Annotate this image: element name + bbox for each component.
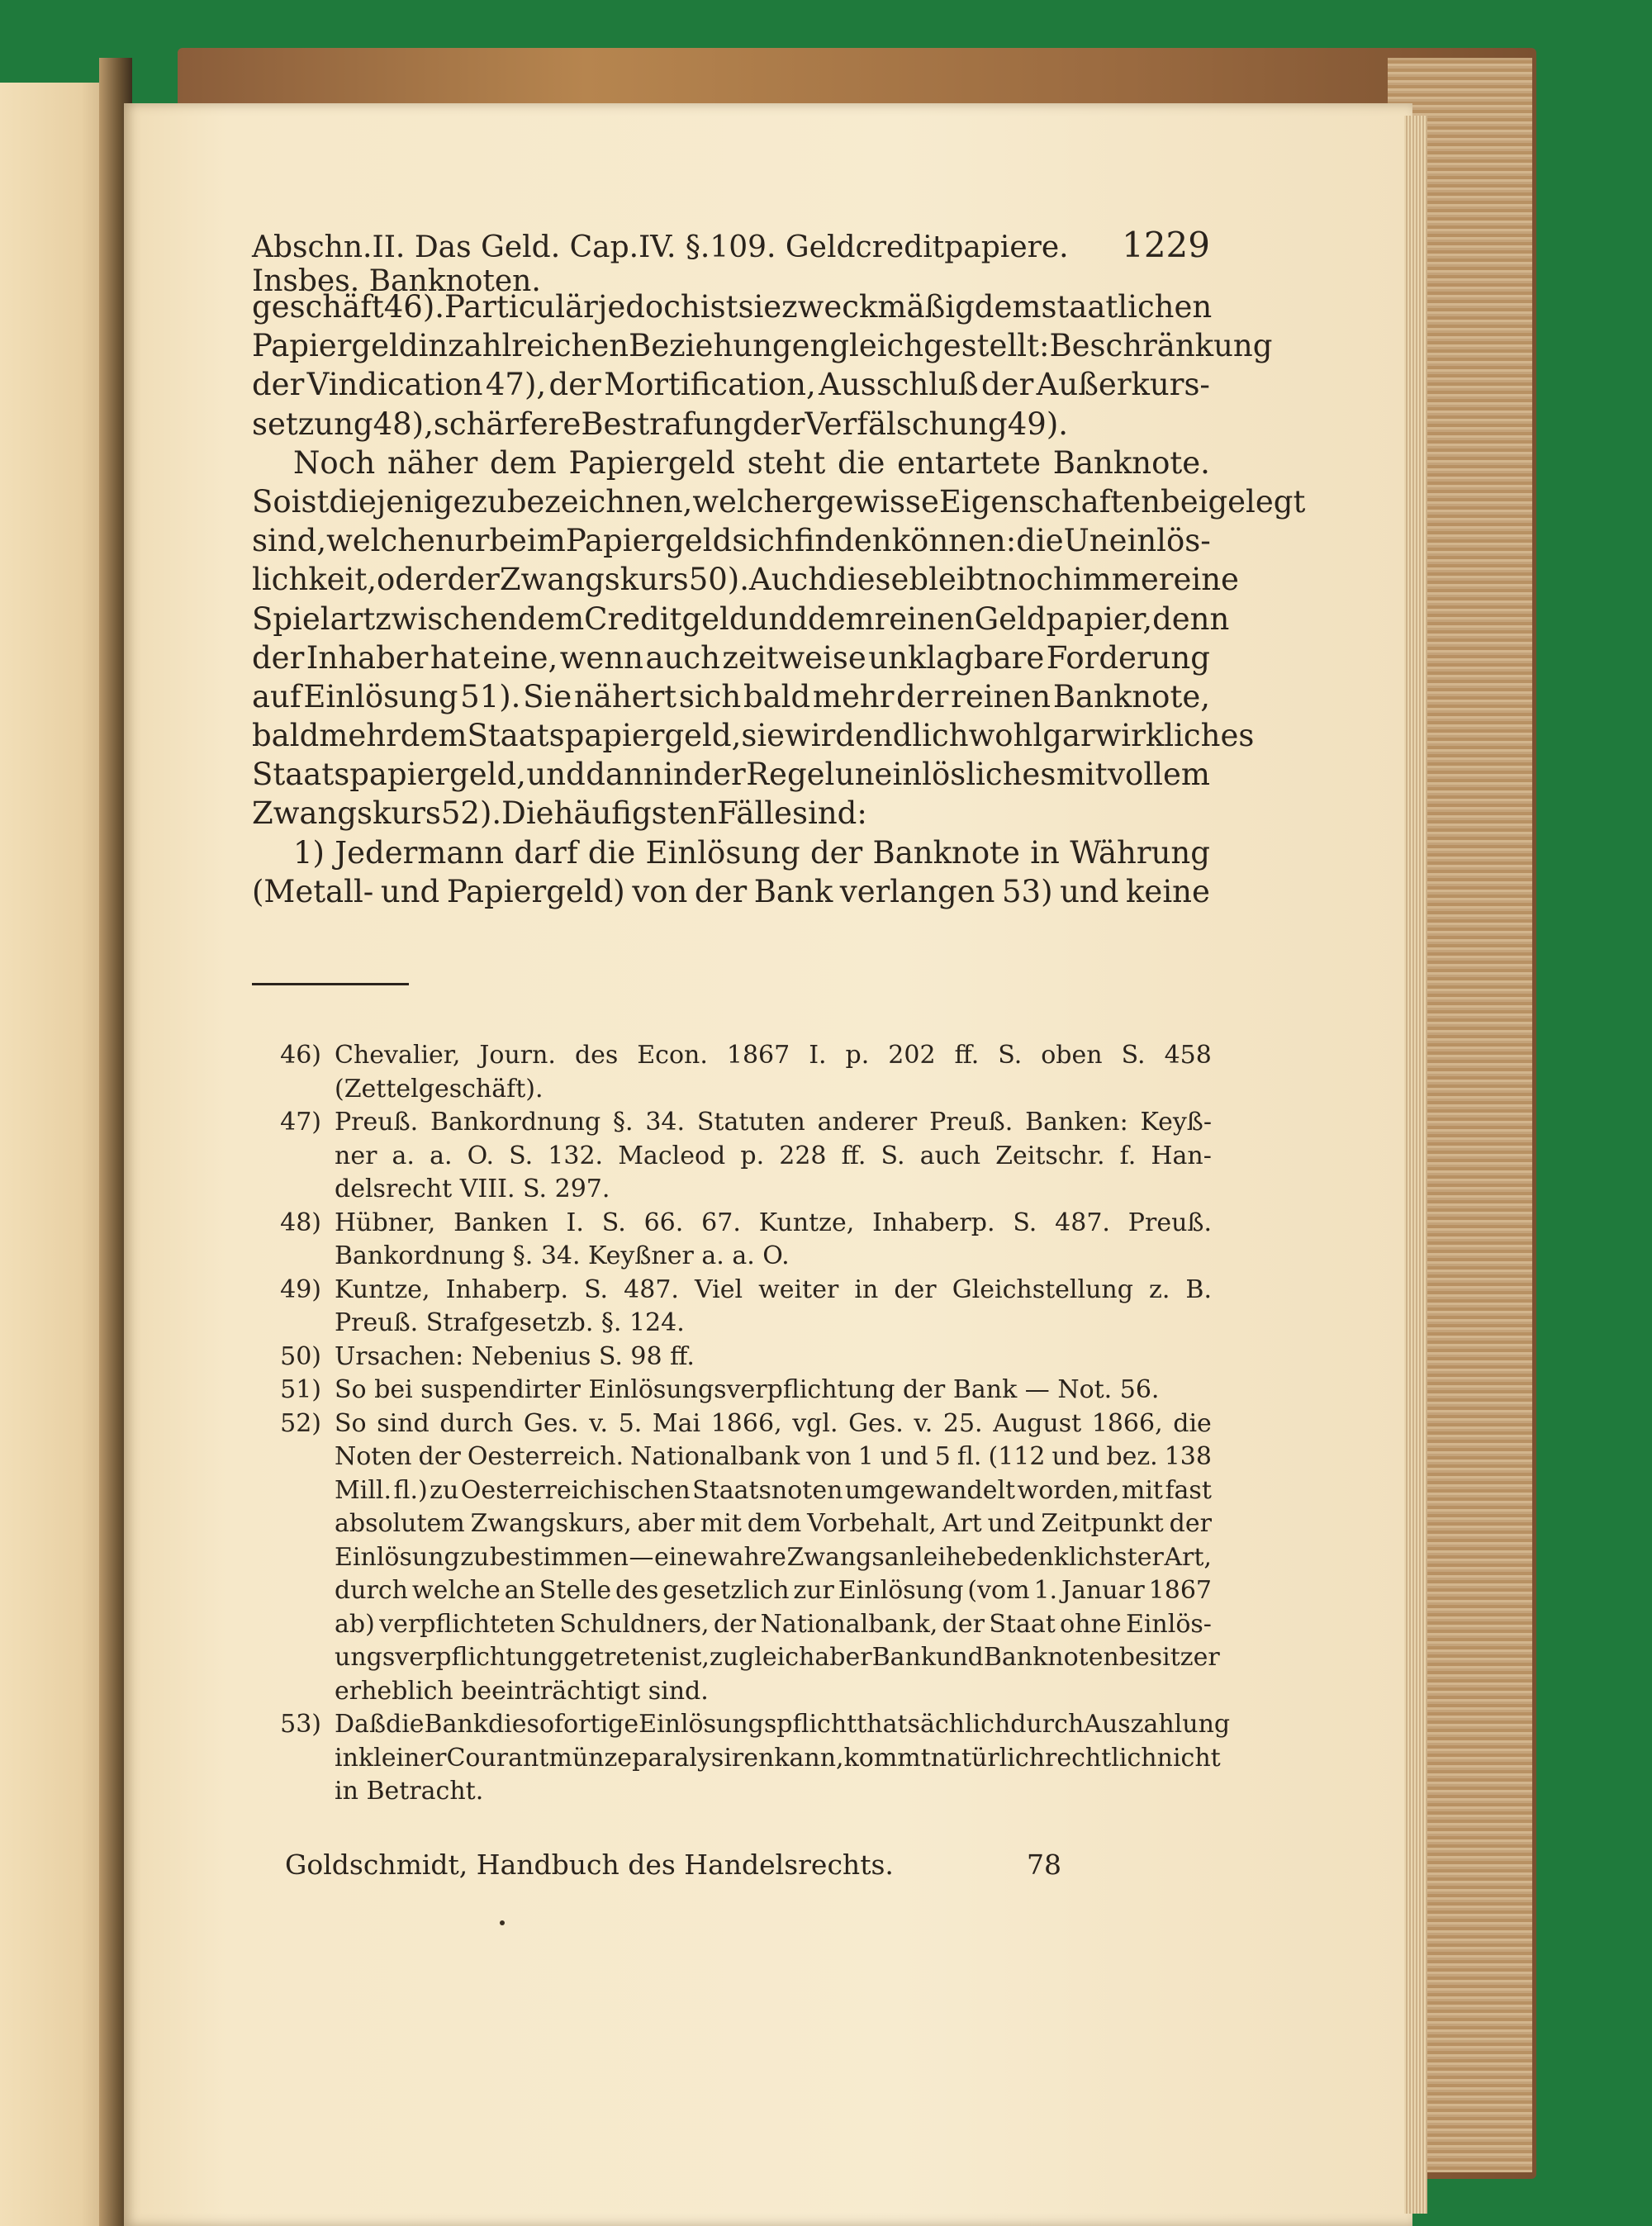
running-title: Abschn.II. Das Geld. Cap.IV. §.109. Geldcreditpapiere. Insbes. Banknoten. <box>252 230 1069 298</box>
text-line: geschäft 46). Particulär jedoch ist sie zweckmäßig dem staatlichen <box>252 289 1213 325</box>
text-line: Noch näher dem Papiergeld steht die entartete Banknote. <box>293 444 1210 481</box>
footnote-number: 47) <box>280 1108 321 1137</box>
text-line: lichkeit, oder der Zwangskurs 50). Auch diese bleibt noch immer eine <box>252 562 1239 598</box>
main-text <box>252 287 1306 911</box>
footnote-rule <box>252 983 409 985</box>
text-line: setzung 48), schärfere Bestrafung der Verfälschung 49). <box>252 406 1069 442</box>
footnote-line: Mill. fl.) zu Oesterreichischen Staatsnoten umgewandelt worden, mit fast <box>335 1475 1212 1505</box>
text-line: der Inhaber hat eine, wenn auch zeitweise unklagbare Forderung <box>252 639 1210 676</box>
text-line: bald mehr dem Staatspapiergeld, sie wird endlich wohl gar wirkliches <box>252 718 1255 754</box>
footnote-line: ner a. a. O. S. 132. Macleod p. 228 ff. S. auch Zeitschr. f. Han- <box>335 1141 1212 1170</box>
text-line: So ist diejenige zu bezeichnen, welcher gewisse Eigenschaften beigelegt <box>252 483 1306 520</box>
text-line: der Vindication 47), der Mortification, Ausschluß der Außerkurs- <box>252 367 1210 403</box>
footnote <box>280 1207 1212 1274</box>
text-line: Staatspapiergeld, und dann in der Regel uneinlösliches mit vollem <box>252 757 1210 793</box>
footnote-line: absolutem Zwangskurs, aber mit dem Vorbehalt, Art und Zeitpunkt der <box>335 1509 1212 1538</box>
footnote-line: Kuntze, Inhaberp. S. 487. Viel weiter in der Gleichstellung z. B. <box>335 1274 1212 1304</box>
footnote-number: 46) <box>280 1041 321 1070</box>
footnote-line: erheblich beeinträchtigt sind. <box>335 1676 709 1706</box>
text-line: sind, welche nur beim Papiergeld sich finden können: die Uneinlös- <box>252 523 1211 559</box>
text-line: (Metall- und Papiergeld) von der Bank verlangen 53) und keine <box>252 873 1210 909</box>
footnote <box>280 1341 1212 1374</box>
footnote-number: 50) <box>280 1341 321 1371</box>
footnote-line: in kleiner Courantmünze paralysiren kann, kommt natürlich rechtlich nicht <box>335 1743 1221 1773</box>
footnote <box>280 1708 1231 1809</box>
text-line: Zwangskurs 52). Die häufigsten Fälle sind: <box>252 795 867 832</box>
ink-speck <box>500 1920 505 1925</box>
page-edges <box>1404 116 1427 2214</box>
footnote-line: Einlösung zu bestimmen — eine wahre Zwangsanleihe bedenklichster Art, <box>335 1542 1212 1572</box>
footnote <box>280 1274 1212 1341</box>
footnote <box>280 1039 1212 1106</box>
footnote <box>280 1106 1212 1207</box>
footnote-line: (Zettelgeschäft). <box>335 1074 544 1104</box>
footnote-line: Preuß. Bankordnung §. 34. Statuten anderer Preuß. Banken: Keyß- <box>335 1108 1212 1137</box>
footnote-number: 51) <box>280 1375 321 1404</box>
footnote <box>280 1374 1212 1407</box>
footnote-line: ungsverpflichtung getreten ist, zugleich aber Bank und Banknotenbesitzer <box>335 1643 1220 1672</box>
footnote-line: Daß die Bank die sofortige Einlösungspflicht thatsächlich durch Auszahlung <box>335 1710 1231 1739</box>
footnote <box>280 1407 1220 1709</box>
footnote-number: 53) <box>280 1710 321 1739</box>
footnote-number: 49) <box>280 1274 321 1304</box>
footnote-line: Bankordnung §. 34. Keyßner a. a. O. <box>335 1241 790 1270</box>
text-line: 1) Jedermann darf die Einlösung der Banknote in Währung <box>293 834 1210 871</box>
footnote-line: So bei suspendirter Einlösungsverpflichtung der Bank — Not. 56. <box>335 1375 1160 1404</box>
footnotes <box>280 1039 1231 1809</box>
footnote-line: in Betracht. <box>335 1777 484 1806</box>
footnote-line: Preuß. Strafgesetzb. §. 124. <box>335 1308 685 1337</box>
page-number: 1229 <box>1122 225 1210 265</box>
footnote-line: Hübner, Banken I. S. 66. 67. Kuntze, Inhaberp. S. 487. Preuß. <box>335 1208 1212 1237</box>
footnote-line: Ursachen: Nebenius S. 98 ff. <box>335 1341 695 1371</box>
footnote-number: 48) <box>280 1208 321 1237</box>
text-line: Spielart zwischen dem Creditgeld und dem reinen Geldpapier, denn <box>252 600 1230 637</box>
footnote-number: 52) <box>280 1408 321 1438</box>
footnote-line: ab) verpflichteten Schuldners, der Nationalbank, der Staat ohne Einlös- <box>335 1609 1212 1639</box>
text-line: Papiergeld in zahlreichen Beziehungen gleichgestellt: Beschränkung <box>252 328 1273 364</box>
footer-signature: Goldschmidt, Handbuch des Handelsrechts. <box>285 1849 894 1881</box>
sheet-number: 78 <box>1027 1849 1061 1881</box>
footnote-line: Noten der Oesterreich. Nationalbank von 1 und 5 fl. (112 und bez. 138 <box>335 1442 1212 1471</box>
facing-page <box>0 83 116 2226</box>
running-header <box>252 225 1210 298</box>
footnote-line: So sind durch Ges. v. 5. Mai 1866, vgl. Ges. v. 25. August 1866, die <box>335 1408 1212 1438</box>
footnote-line: Chevalier, Journ. des Econ. 1867 I. p. 202 ff. S. oben S. 458 <box>335 1041 1212 1070</box>
page-footer <box>285 1849 1061 1890</box>
footnote-line: durch welche an Stelle des gesetzlich zur Einlösung (vom 1. Januar 1867 <box>335 1576 1212 1605</box>
footnote-line: delsrecht VIII. S. 297. <box>335 1175 610 1203</box>
text-line: auf Einlösung 51). Sie nähert sich bald mehr der reinen Banknote, <box>252 678 1210 714</box>
